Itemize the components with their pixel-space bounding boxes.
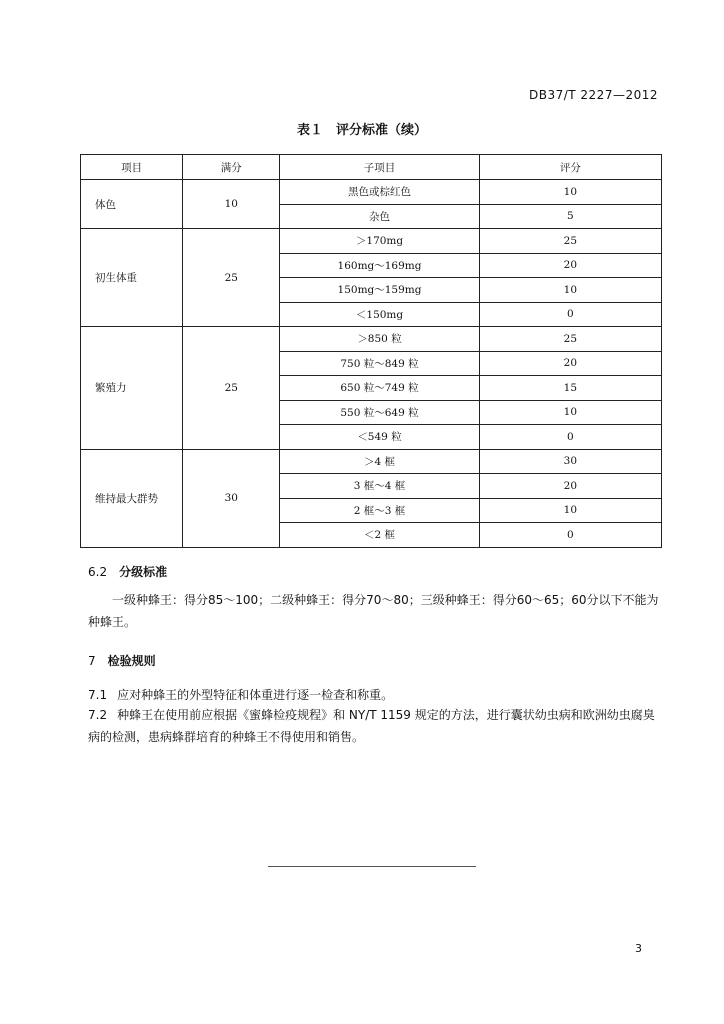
sub-item-cell: ＜549 粒	[280, 425, 479, 450]
category-cell: 初生体重	[81, 229, 183, 327]
full-score-cell: 10	[183, 180, 280, 229]
score-cell: 10	[479, 180, 661, 205]
score-cell: 0	[479, 425, 661, 450]
sub-item-cell: ＞850 粒	[280, 327, 479, 352]
sub-item-cell: 150mg～159mg	[280, 278, 479, 303]
sub-item-cell: 650 粒～749 粒	[280, 376, 479, 401]
score-cell: 25	[479, 229, 661, 254]
document-code: DB37/T 2227—2012	[528, 88, 658, 102]
page-number: 3	[635, 942, 642, 955]
scoring-table	[80, 154, 662, 548]
sub-item-cell: 杂色	[280, 204, 479, 229]
score-cell: 25	[479, 327, 661, 352]
column-header: 评分	[479, 155, 661, 180]
section-title: 分级标准	[119, 565, 168, 579]
category-cell: 维持最大群势	[81, 449, 183, 547]
grading-paragraph: 一级种蜂王：得分85～100；二级种蜂王：得分70～80；三级种蜂王：得分60～65；60分以下不能为种蜂王。	[88, 593, 659, 629]
score-cell: 10	[479, 278, 661, 303]
sub-item-cell: 2 框～3 框	[280, 498, 479, 523]
full-score-cell: 30	[183, 449, 280, 547]
sub-item-cell: 160mg～169mg	[280, 253, 479, 278]
sub-item-cell: 550 粒～649 粒	[280, 400, 479, 425]
clause-number: 7.1	[88, 688, 108, 702]
score-cell: 10	[479, 498, 661, 523]
sub-item-cell: ＞4 框	[280, 449, 479, 474]
category-cell: 繁殖力	[81, 327, 183, 450]
score-cell: 20	[479, 474, 661, 499]
end-of-document-line	[268, 866, 476, 867]
sub-item-cell: 750 粒～849 粒	[280, 351, 479, 376]
score-cell: 15	[479, 376, 661, 401]
full-score-cell: 25	[183, 229, 280, 327]
table-row	[81, 180, 662, 205]
section-title: 检验规则	[107, 654, 156, 668]
score-cell: 20	[479, 253, 661, 278]
clause-text: 种蜂王在使用前应根据《蜜蜂检疫规程》和 NY/T 1159 规定的方法，进行囊状幼虫病和欧洲幼虫腐臭病的检测，患病蜂群培育的种蜂王不得使用和销售。	[88, 708, 655, 744]
column-header: 项目	[81, 155, 183, 180]
score-cell: 0	[479, 523, 661, 548]
table-title: 表１ 评分标准（续）	[296, 123, 427, 138]
section-7-heading	[88, 652, 156, 669]
sub-item-cell: 黑色或棕红色	[280, 180, 479, 205]
table-row	[81, 327, 662, 352]
column-header: 子项目	[280, 155, 479, 180]
sub-item-cell: ＜2 框	[280, 523, 479, 548]
table-header-row	[81, 155, 662, 180]
category-cell: 体色	[81, 180, 183, 229]
table-row	[81, 449, 662, 474]
score-cell: 30	[479, 449, 661, 474]
score-cell: 0	[479, 302, 661, 327]
score-cell: 5	[479, 204, 661, 229]
table-row	[81, 229, 662, 254]
column-header: 满分	[183, 155, 280, 180]
clause-text: 应对种蜂王的外型特征和体重进行逐一检查和称重。	[117, 688, 394, 702]
score-cell: 20	[479, 351, 661, 376]
clause-7-2	[88, 704, 662, 748]
full-score-cell: 25	[183, 327, 280, 450]
sub-item-cell: 3 框～4 框	[280, 474, 479, 499]
clause-number: 7.2	[88, 708, 108, 722]
score-cell: 10	[479, 400, 661, 425]
sub-item-cell: ＞170mg	[280, 229, 479, 254]
section-6-2-heading	[88, 563, 167, 580]
section-number: 7	[88, 654, 96, 668]
sub-item-cell: ＜150mg	[280, 302, 479, 327]
clause-7-1	[88, 684, 662, 706]
section-number: 6.2	[88, 565, 108, 579]
